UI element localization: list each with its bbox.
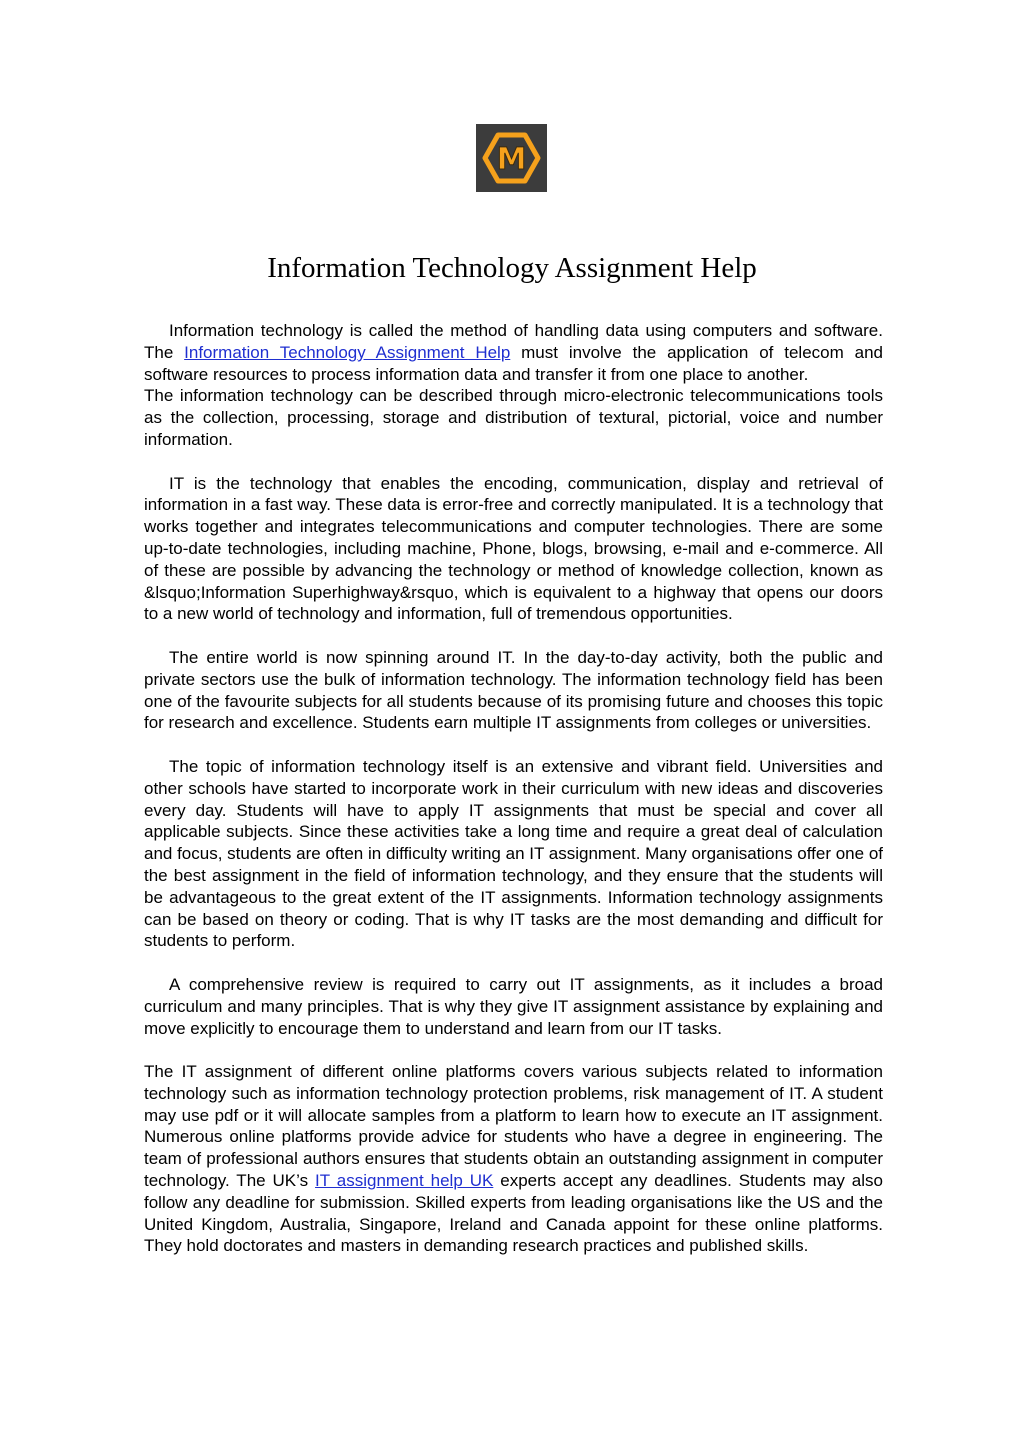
logo	[476, 124, 547, 192]
it-assignment-help-link[interactable]: Information Technology Assignment Help	[184, 342, 511, 362]
article-body	[144, 320, 883, 1279]
paragraph-2: IT is the technology that enables the encoding, communication, display and retrieval of information in a fast way. These data is error-free and correctly manipulated. It is a technology that works together and integrates telecommunications and computer technologies. There are some up-to-date technologies, including machine, Phone, blogs, browsing, e-mail and e-commerce. All of these are possible by advancing the technology or method of knowledge collection, known as &lsquo;Information Superhighway&rsquo, which is equivalent to a highway that opens our doors to a new world of technology and information, full of tremendous opportunities.	[144, 473, 883, 624]
paragraph-6-text-end: experts accept any deadlines. Students may also follow any deadline for submission. Skilled experts from leading organisations like the US and the United Kingdom, Australia, Singapore, Ireland and Canada appoint for these online platforms. They hold doctorates and masters in demanding research practices and published skills.	[144, 1171, 883, 1256]
paragraph-5: A comprehensive review is required to carry out IT assignments, as it includes a broad curriculum and many principles. That is why they give IT assignment assistance by explaining and move explicitly to encourage them to understand and learn from our IT tasks.	[144, 974, 883, 1038]
logo-hexagon-icon	[476, 124, 547, 192]
it-assignment-help-uk-link[interactable]: IT assignment help UK	[315, 1171, 494, 1191]
paragraph-1-text-start: Information technology is called the method of handling data using computers and software. The	[144, 321, 883, 362]
paragraph-1	[144, 320, 883, 385]
logo-letter: M	[496, 142, 527, 177]
paragraph-6	[144, 1061, 883, 1257]
page-title: Information Technology Assignment Help	[267, 252, 757, 284]
paragraph-4: The topic of information technology itself is an extensive and vibrant field. Universities and other schools have started to incorporate work in their curriculum with new ideas and discoveries every day. Students will have to apply IT assignments that must be special and cover all applicable subjects. Since these activities take a long time and require a great deal of calculation and focus, students are often in difficulty writing an IT assignment. Many organisations offer one of the best assignment in the field of information technology, and they ensure that the students will be advantageous to the great extent of the IT assignments. Information technology assignments can be based on theory or coding. That is why IT tasks are the most demanding and difficult for students to perform.	[144, 756, 883, 951]
paragraph-1-text-end: must involve the application of telecom and software resources to process information data and transfer it from one place to another.	[144, 342, 883, 384]
paragraph-1b: The information technology can be described through micro-electronic telecommunications tools as the collection, processing, storage and distribution of textural, pictorial, voice and number information.	[144, 386, 883, 449]
paragraph-3: The entire world is now spinning around IT. In the day-to-day activity, both the public and private sectors use the bulk of information technology. The information technology field has been one of the favourite subjects for all students because of its promising future and chooses this topic for research and excellence. Students earn multiple IT assignments from colleges or universities.	[144, 647, 883, 733]
paragraph-6-text-start: The IT assignment of different online platforms covers various subjects related to information technology such as information technology protection problems, risk management of IT. A student may use pdf or it will allocate samples from a platform to learn how to execute an IT assignment. Numerous online platforms provide advice for students who have a degree in engineering. The team of professional authors ensures that students obtain an outstanding assignment in computer technology. The UK’s	[144, 1062, 883, 1191]
